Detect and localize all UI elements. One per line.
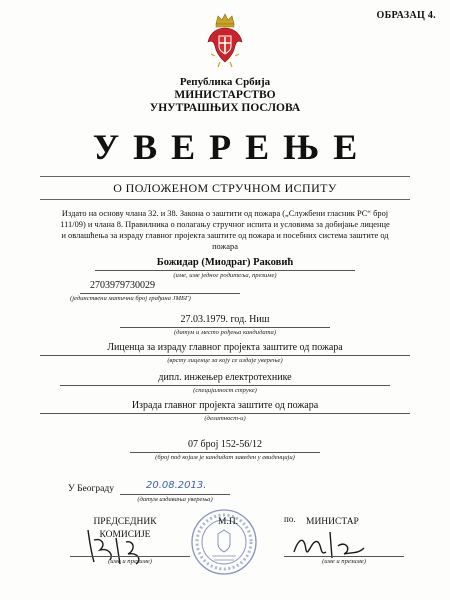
registry-number-caption: (број под којим је кандидат заведен у евиденцији)	[155, 454, 295, 461]
specialty-line	[60, 385, 390, 386]
license-type-line	[40, 355, 410, 356]
name-line	[95, 270, 355, 271]
ministry-line-2: УНУТРАШЊИХ ПОСЛОВА	[149, 102, 301, 114]
license-type-value: Лиценца за израду главног пројекта заштите од пожара	[107, 342, 343, 353]
subtitle-divider	[40, 199, 410, 200]
issue-date-line	[120, 494, 230, 495]
minister-prefix: по.	[284, 514, 296, 524]
activity-caption: (делатност-и)	[204, 415, 246, 422]
legal-basis-text: Издато на основу члана 32. и 38. Закона о заштити од пожара („Службени гласник РС“ број 111/09) и члана 8. Правилника о полагању стручног испита и условима за добијање лиценце и овлашћења за израду главног пројекта заштите од пожара и посебних система заштите од пожара	[60, 209, 390, 251]
name-caption: (име, име једног родитеља, презиме)	[173, 272, 277, 279]
activity-value: Израда главног пројекта заштите од пожара	[131, 400, 319, 411]
jmbg-caption: (јединствени матични број грађана ЈМБГ)	[70, 295, 191, 302]
document-title: УВЕРЕЊЕ	[92, 127, 372, 167]
document-subtitle: О ПОЛОЖЕНОМ СТРУЧНОМ ИСПИТУ	[113, 181, 337, 195]
minister-signature-line	[284, 556, 404, 557]
specialty-value: дипл. инжењер електротехнике	[158, 372, 292, 383]
title-divider	[40, 176, 410, 177]
jmbg-value: 2703979730029	[90, 280, 155, 291]
activity-line	[40, 413, 410, 414]
birth-value: 27.03.1979. год. Ниш	[180, 314, 270, 325]
minister-signature-caption: (име и презиме)	[322, 558, 366, 565]
minister-title: МИНИСТАР	[306, 517, 359, 527]
jmbg-line	[80, 293, 240, 294]
holder-name: Божидар (Миодраг) Раковић	[156, 257, 294, 268]
republic-name: Република Србија	[179, 76, 271, 88]
birth-line	[120, 327, 330, 328]
specialty-caption: (специјалност струке)	[193, 387, 257, 394]
president-signature-caption: (име и презиме)	[108, 558, 152, 565]
registry-number-value: 07 број 152-56/12	[188, 439, 262, 450]
president-signature-line	[70, 556, 190, 557]
registry-number-line	[130, 452, 320, 453]
coat-of-arms-icon	[206, 12, 244, 68]
issue-place: У Београду	[68, 484, 114, 494]
president-title-line1: ПРЕДСЕДНИК	[93, 517, 157, 527]
form-number: ОБРАЗАЦ 4.	[376, 10, 436, 21]
president-title-line2: КОМИСИЈЕ	[99, 530, 151, 540]
stamp-label: М.П.	[218, 517, 239, 527]
ministry-line-1: МИНИСТАРСТВО	[174, 89, 276, 101]
birth-caption: (датум и место рођења кандидата)	[173, 329, 277, 336]
issue-date-handwritten: 20.08.2013.	[146, 480, 207, 491]
issue-date-caption: (датум издавања уверења)	[137, 496, 213, 503]
license-type-caption: (врсту лиценце за коју се издаје уверење)	[167, 357, 283, 364]
